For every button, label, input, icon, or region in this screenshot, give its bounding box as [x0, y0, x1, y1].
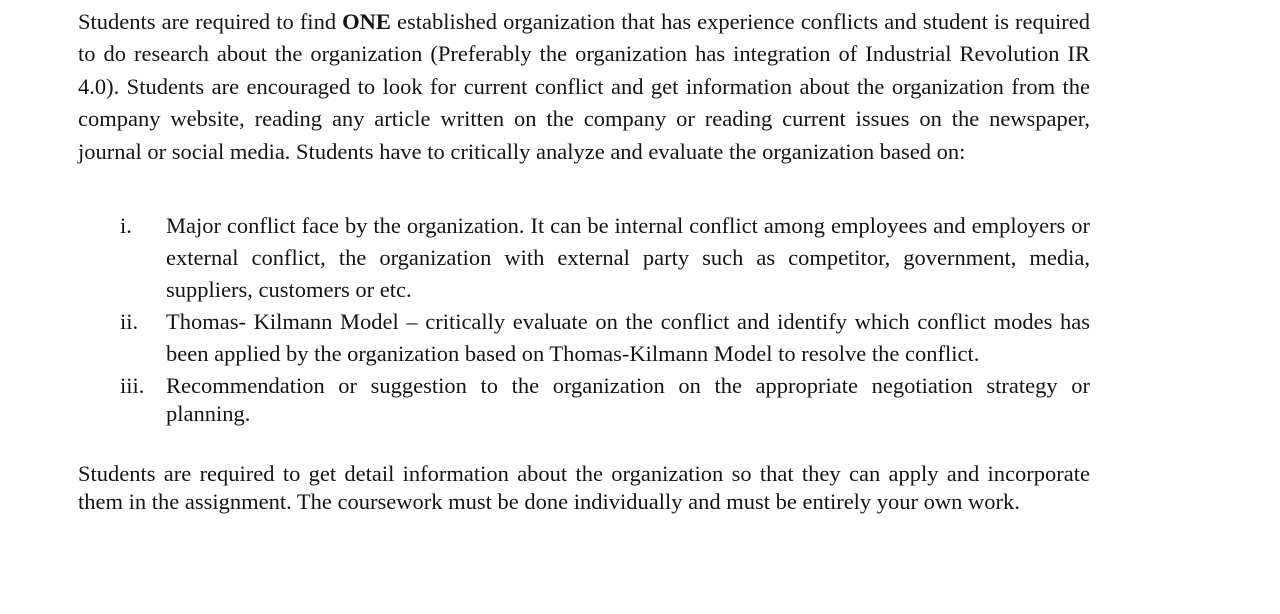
- list-item-text: Thomas- Kilmann Model – critically evaluate on the conflict and identify which conflict modes has been applied by the organization based on Thomas-Kilmann Model to resolve the conflict.: [166, 309, 1090, 367]
- list-marker: i.: [120, 213, 132, 239]
- list-item: [78, 372, 1090, 428]
- list-item: [78, 210, 1090, 306]
- intro-paragraph: [78, 6, 1090, 168]
- closing-paragraph: Students are required to get detail information about the organization so that they can apply and incorporate them in the assignment. The coursework must be done individually and must be entirely your own work.: [78, 461, 1090, 515]
- intro-emphasis: ONE: [342, 9, 391, 34]
- criteria-list: [78, 210, 1090, 428]
- list-marker: iii.: [120, 373, 145, 399]
- list-item-text: Major conflict face by the organization. It can be internal conflict among employees and employers or external conflict, the organization with external party such as competitor, government, media, suppliers, customers or etc.: [166, 213, 1090, 303]
- intro-text-rest: established organization that has experience conflicts and student is required to do research about the organization (Preferably the organization has integration of Industrial Revolution IR 4.0). Students are encouraged to look for current conflict and get information about the organization from the company website, reading any article written on the company or reading current issues on the newspaper, journal or social media. Students have to critically analyze and evaluate the organization based on:: [78, 9, 1091, 164]
- document-page: [78, 6, 1090, 516]
- list-marker: ii.: [120, 309, 139, 335]
- list-item-text: Recommendation or suggestion to the organization on the appropriate negotiation strategy or planning.: [166, 373, 1090, 427]
- intro-text-start: Students are required to find: [78, 9, 343, 34]
- list-item: [78, 306, 1090, 370]
